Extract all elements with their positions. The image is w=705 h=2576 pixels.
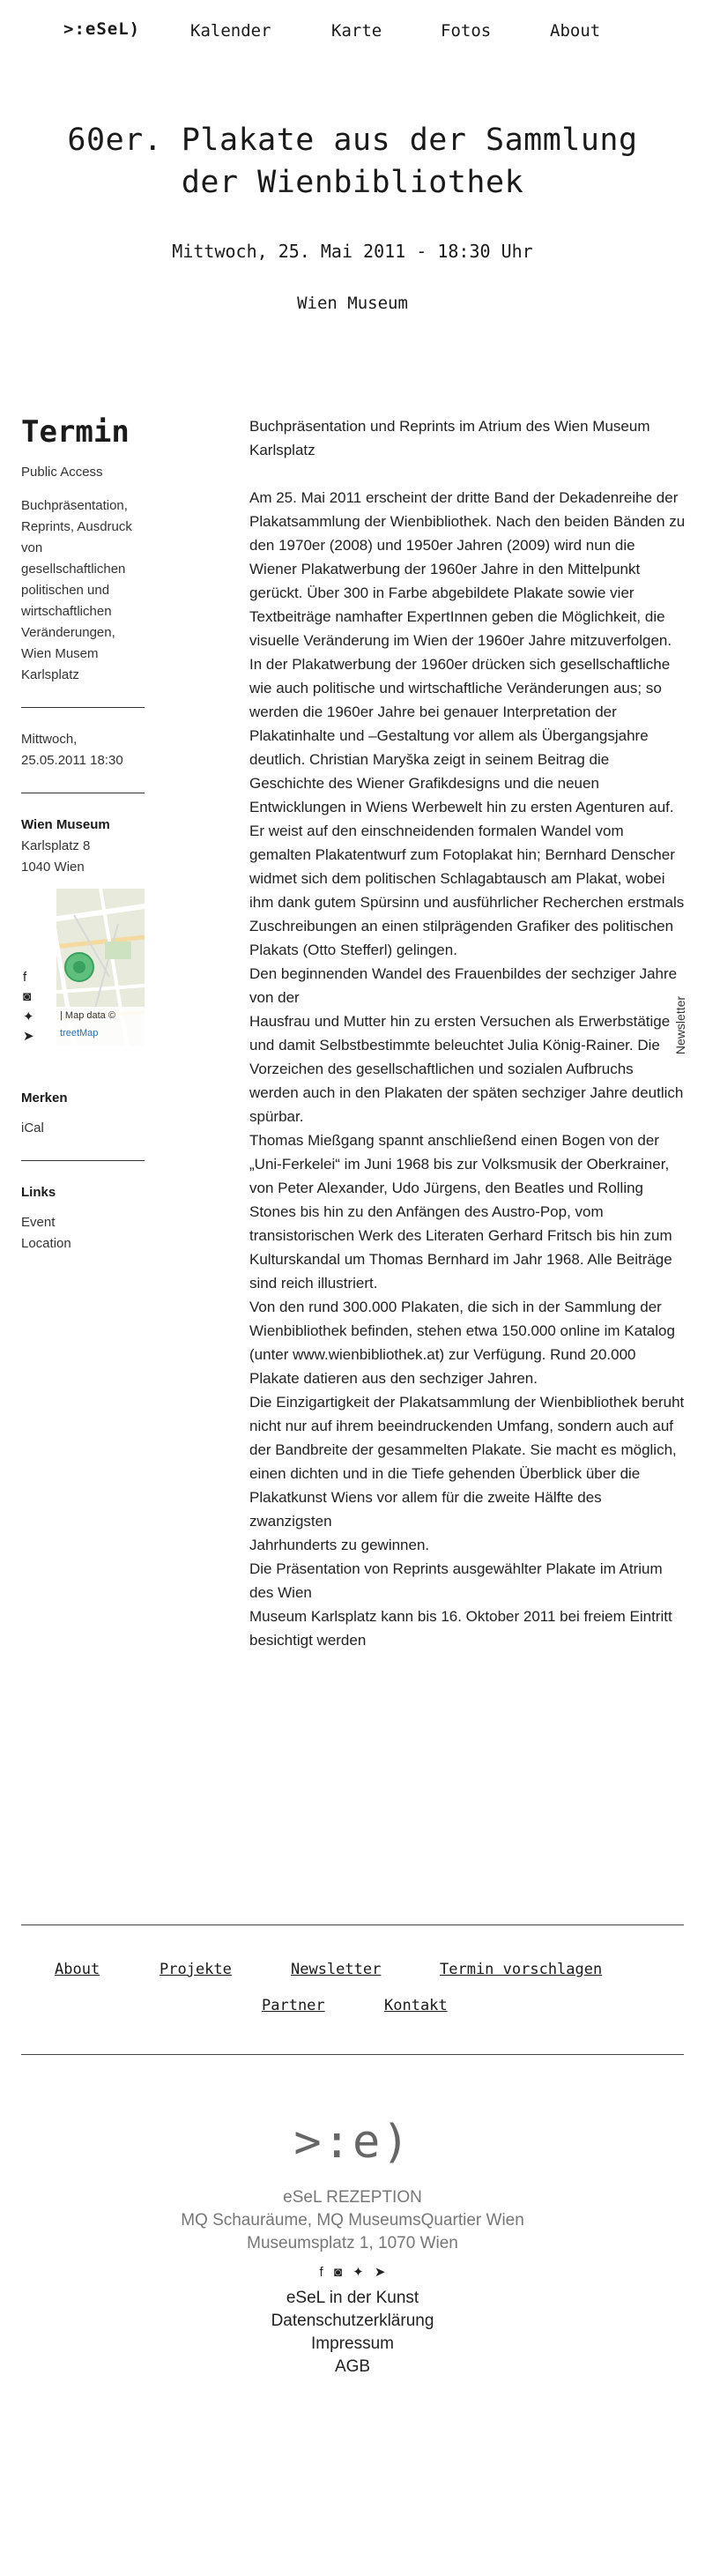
- divider: [21, 707, 145, 708]
- share-icons: [21, 889, 56, 1046]
- article-paragraph: besichtigt werden: [249, 1632, 367, 1649]
- footer-link-datenschutz[interactable]: Datenschutzerklärung: [271, 2312, 434, 2330]
- article-paragraph: Jahrhunderts zu gewinnen.: [249, 1537, 430, 1553]
- page-title: 60er. Plakate aus der Sammlung der Wienbibliothek: [67, 123, 638, 200]
- nav-link-fotos[interactable]: Fotos: [441, 21, 492, 41]
- map-attribution: [56, 1007, 145, 1046]
- facebook-icon[interactable]: f: [319, 2265, 323, 2280]
- merken-heading: Merken: [21, 1091, 68, 1106]
- event-link[interactable]: Event: [21, 1215, 56, 1230]
- article-paragraph: Die Einzigartigkeit der Plakatsammlung der Wienbibliothek beruht nicht nur auf ihrem beeindruckenden Umfang, sondern auch auf der Bandbreite der gesammelten Plakate. Sie macht es möglich, einen dichten und in die Tiefe gehenden Überblick über die: [249, 1394, 685, 1482]
- divider: [21, 1160, 145, 1161]
- sidebar-heading: Termin: [21, 414, 130, 450]
- footer-org-name: eSeL REZEPTION: [283, 2188, 422, 2207]
- footer-social-icons: [0, 2264, 705, 2280]
- footer-link-about[interactable]: About: [55, 1961, 100, 1978]
- footer-link-termin-vorschlagen[interactable]: Termin vorschlagen: [440, 1961, 603, 1978]
- event-venue[interactable]: Wien Museum: [297, 294, 408, 313]
- venue-city: 1040 Wien: [21, 860, 85, 875]
- footer-link-partner[interactable]: Partner: [262, 1997, 325, 2014]
- footer-link-kontakt[interactable]: Kontakt: [384, 1997, 448, 2014]
- footer-divider-bottom: [21, 2054, 684, 2055]
- nav-link-karte[interactable]: Karte: [331, 21, 382, 41]
- ical-link[interactable]: iCal: [21, 1120, 44, 1135]
- article-lead: Buchpräsentation und Reprints im Atrium des Wien Museum Karlsplatz: [249, 418, 650, 458]
- facebook-icon[interactable]: f: [23, 970, 27, 985]
- article-paragraph: Plakatkunst Wiens vor allem für die zweite Hälfte des zwanzigsten: [249, 1489, 602, 1530]
- location-link[interactable]: Location: [21, 1236, 71, 1251]
- article-paragraph: Von den rund 300.000 Plakaten, die sich in der Sammlung der Wienbibliothek befinden, stehen etwa 150.000 online im Katalog (unter www.wienbibliothek.at) zur Verfügung. Rund 20.000 Plakate datieren aus den sechziger Jahren.: [249, 1299, 675, 1387]
- article-paragraph: Die Präsentation von Reprints ausgewählter Plakate im Atrium des Wien: [249, 1560, 663, 1601]
- article-paragraph: Hausfrau und Mutter hin zu ersten Versuchen als Erwerbstätige und damit Selbstbestimmte beleuchtet Julia König-Rainer. Die Vorzeichen des gesellschaftlichen und sozialen Aufbruchs werden auch in den Plakaten der späten sechziger Jahre deutlich spürbar.: [249, 1013, 684, 1125]
- access-label: Public Access: [21, 465, 103, 480]
- map-attribution-text: | Map data ©: [60, 1010, 115, 1021]
- twitter-icon[interactable]: ✦: [352, 2265, 364, 2280]
- venue-street: Karlsplatz 8: [21, 838, 91, 853]
- footer-link-impressum[interactable]: Impressum: [311, 2334, 394, 2353]
- event-datetime: Mittwoch, 25.05.2011 18:30: [21, 732, 123, 768]
- event-description: Buchpräsentation, Reprints, Ausdruck von gesellschaftlichen politischen und wirtschaftlichen Veränderungen, Wien Musem Karlsplatz: [21, 498, 132, 682]
- twitter-icon[interactable]: ✦: [23, 1009, 34, 1024]
- telegram-icon[interactable]: ➤: [23, 1029, 34, 1044]
- osm-link[interactable]: treetMap: [60, 1028, 99, 1039]
- footer-link-agb[interactable]: AGB: [334, 2357, 371, 2376]
- top-navigation: [0, 19, 705, 46]
- article-paragraph: Thomas Mießgang spannt anschließend einen Bogen von der „Uni-Ferkelei“ im Juni 1968 bis zur Volksmusik der Oberkrainer, von Peter Alexander, Udo Jürgens, den Beatles und Rolling Stones bis hin zu den Anfängen des Austro-Pop, vom transistorischen Werk des Literaten Gerhard Fritsch bis hin zum Kulturskandal um Thomas Bernhard im Jahr 1968. Alle Beiträge sind reich illustriert.: [249, 1132, 672, 1292]
- footer-logo[interactable]: >:e): [293, 2116, 412, 2169]
- footer-location: MQ Schauräume, MQ MuseumsQuartier Wien: [181, 2211, 524, 2230]
- links-heading: Links: [21, 1185, 56, 1200]
- instagram-icon[interactable]: ◙: [333, 2265, 342, 2280]
- footer-link-projekte[interactable]: Projekte: [160, 1961, 232, 1978]
- article-paragraph: Den beginnenden Wandel des Frauenbildes der sechziger Jahre von der: [249, 965, 678, 1006]
- location-map[interactable]: [21, 889, 145, 1046]
- article-paragraph: Am 25. Mai 2011 erscheint der dritte Band der Dekadenreihe der Plakatsammlung der Wienbibliothek. Nach den beiden Bänden zu den 1970er (2008) und 1950er Jahren (2009) wird nun die Wiener Plakatwerbung der 1960er Jahre in den Mittelpunkt gerückt. Über 300 in Farbe abgebildete Plakate sowie vier Textbeiträge namhafter ExpertInnen geben die Möglichkeit, die visuelle Veränderung im Wien der 1960er Jahre mitzuverfolgen.: [249, 489, 686, 649]
- newsletter-tab-label: Newsletter: [673, 995, 687, 1055]
- event-article: [249, 414, 686, 1652]
- event-sidebar: [21, 414, 145, 1254]
- event-date: Mittwoch, 25. Mai 2011 - 18:30 Uhr: [172, 241, 533, 262]
- article-paragraph: In der Plakatwerbung der 1960er drücken sich gesellschaftliche wie auch politische und wirtschaftliche Veränderungen aus; so werden die 1960er Jahre bei genauer Interpretation der Plakatinhalte und –Gestaltung vor allem als Übergangsjahre deutlich. Christian Maryška zeigt in seinem Beitrag die Geschichte des Wiener Grafikdesigns und die neuen Entwicklungen in Wiens Werbewelt hin zu ersten Agenturen auf. Er weist auf den einschneidenden formalen Wandel vom gemalten Plakatentwurf zum Fotoplakat hin; Bernhard Denscher widmet sich dem politischen Schlagabtausch am Plakat, wobei ihm dank gutem Spürsinn und ausführlicher Recherchen erstmals Zuschreibungen an einen stilprägenden Grafiker des politischen Plakats (Otto Stefferl) gelingen.: [249, 656, 685, 958]
- footer-link-newsletter[interactable]: Newsletter: [291, 1961, 382, 1978]
- telegram-icon[interactable]: ➤: [374, 2265, 386, 2280]
- footer-link-kunst[interactable]: eSeL in der Kunst: [286, 2289, 419, 2307]
- nav-link-kalender[interactable]: Kalender: [190, 21, 271, 41]
- article-paragraph: Museum Karlsplatz kann bis 16. Oktober 2011 bei freiem Eintritt: [249, 1608, 672, 1625]
- site-logo[interactable]: >:eSeL): [63, 19, 141, 39]
- instagram-icon[interactable]: ◙: [23, 989, 32, 1004]
- venue-name[interactable]: Wien Museum: [21, 817, 110, 832]
- footer-address: Museumsplatz 1, 1070 Wien: [247, 2234, 458, 2252]
- nav-link-about[interactable]: About: [550, 21, 601, 41]
